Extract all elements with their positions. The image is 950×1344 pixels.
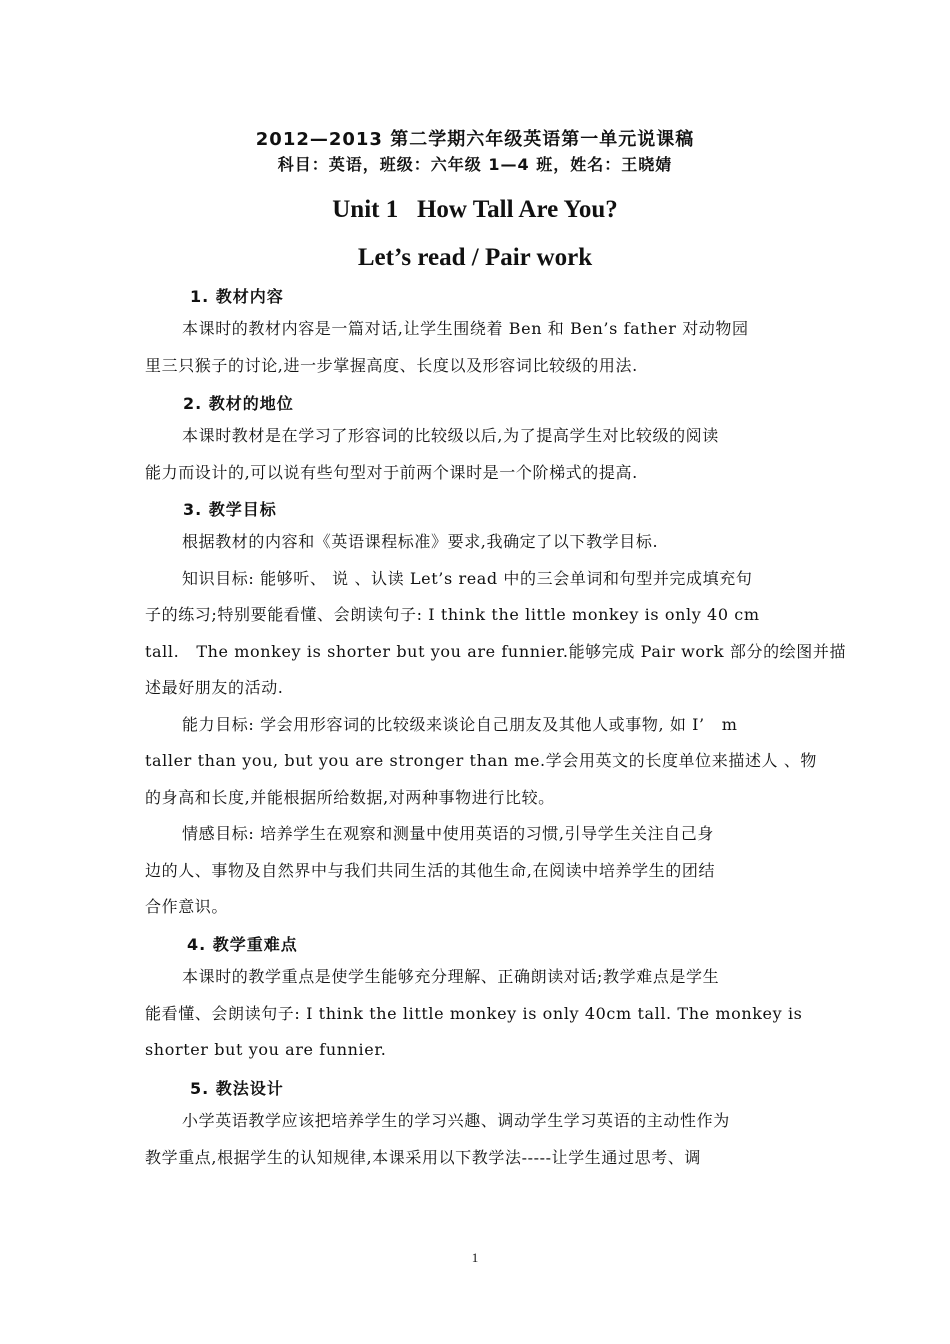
paragraph-line: 能力目标: 学会用形容词的比较级来谈论自己朋友及其他人或事物, 如 I’ m	[182, 714, 738, 734]
unit-heading: Unit 1 How Tall Are You?	[332, 196, 618, 223]
paragraph-line: shorter but you are funnier.	[145, 1040, 387, 1059]
paragraph-line: 本课时教材是在学习了形容词的比较级以后,为了提高学生对比较级的阅读	[182, 426, 719, 445]
paragraph-line: 合作意识。	[145, 897, 229, 916]
section-1-title: 1. 教材内容	[190, 287, 284, 306]
paragraph-line: 子的练习;特别要能看懂、会朗读句子: I think the little monkey is only 40 cm	[145, 605, 760, 624]
document-subtitle: 科目：英语，班级：六年级 1—4 班，姓名：王晓婧	[277, 155, 673, 174]
section-4-title: 4. 教学重难点	[187, 935, 298, 954]
section-2-body	[145, 418, 810, 491]
paragraph-line: tall. The monkey is shorter but you are funnier.能够完成 Pair work 部分的绘图并描	[145, 641, 847, 661]
paragraph-line: 的身高和长度,并能根据所给数据,对两种事物进行比较。	[145, 787, 555, 807]
paragraph-line: 述最好朋友的活动.	[145, 678, 284, 697]
section-5-body	[145, 1103, 810, 1176]
paragraph-line: 里三只猴子的讨论,进一步掌握高度、长度以及形容词比较级的用法.	[145, 355, 638, 375]
paragraph-line: 小学英语教学应该把培养学生的学习兴趣、调动学生学习英语的主动性作为	[182, 1111, 730, 1130]
section-4-body	[145, 959, 810, 1069]
section-2-title: 2. 教材的地位	[183, 394, 294, 413]
paragraph-line: 边的人、事物及自然界中与我们共同生活的其他生命,在阅读中培养学生的团结	[145, 860, 716, 880]
paragraph-line: 教学重点,根据学生的认知规律,本课采用以下教学法-----让学生通过思考、调	[145, 1147, 702, 1167]
section-3-title: 3. 教学目标	[183, 500, 277, 519]
section-5-title: 5. 教法设计	[190, 1079, 284, 1098]
paragraph-line: 能看懂、会朗读句子: I think the little monkey is only 40cm tall. The monkey is	[145, 1003, 803, 1023]
page-number: 1	[471, 1250, 479, 1265]
paragraph-line: 根据教材的内容和《英语课程标准》要求,我确定了以下教学目标.	[182, 532, 659, 551]
document-title: 2012—2013 第二学期六年级英语第一单元说课稿	[255, 129, 695, 150]
paragraph-line: 本课时的教材内容是一篇对话,让学生围绕着 Ben 和 Ben’s father 对动物园	[182, 319, 749, 338]
paragraph-line: 本课时的教学重点是使学生能够充分理解、正确朗读对话;教学难点是学生	[182, 967, 720, 986]
paragraph-line: 情感目标: 培养学生在观察和测量中使用英语的习惯,引导学生关注自己身	[182, 824, 714, 843]
paragraph-line: 知识目标: 能够听、 说 、认读 Let’s read 中的三会单词和句型并完成填充句	[182, 568, 753, 588]
paragraph-line: taller than you, but you are stronger than me.学会用英文的长度单位来描述人 、物	[145, 751, 818, 770]
lesson-heading: Let’s read / Pair work	[357, 244, 593, 271]
paragraph-line: 能力而设计的,可以说有些句型对于前两个课时是一个阶梯式的提高.	[145, 462, 638, 482]
section-1-body	[145, 311, 810, 384]
section-3-body	[145, 524, 847, 926]
